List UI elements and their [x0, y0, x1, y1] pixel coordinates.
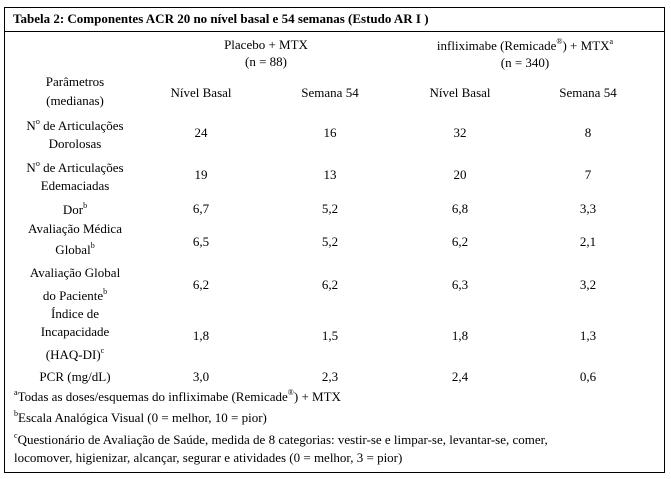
row7-val4: 0,6 — [579, 369, 597, 384]
row5-sup: b — [103, 287, 108, 296]
group-inflix-line2: (n = 340) — [500, 55, 550, 70]
row1-n: N — [26, 118, 36, 133]
footnote-a-post: ) + MTX — [293, 389, 341, 404]
row2-val4: 7 — [584, 167, 592, 182]
row3-val4: 3,3 — [579, 201, 597, 216]
row1-label-line2: Dorolosas — [48, 136, 102, 151]
row1-val3: 32 — [453, 125, 467, 140]
row7-label-line1: PCR (mg/dL) — [39, 369, 111, 384]
row2-sup: o — [35, 159, 40, 168]
row4-val2: 5,2 — [321, 234, 339, 249]
row3-text: Dor — [62, 202, 84, 217]
row7-val3: 2,4 — [451, 369, 469, 384]
row3-label-line1 — [63, 202, 87, 218]
row6-label-line1: Índice de — [50, 306, 100, 321]
footnote-ref-a: a — [609, 37, 614, 46]
footnote-b — [14, 410, 267, 426]
group-inflix-line1 — [437, 38, 613, 54]
footnote-c-text1: Questionário de Avaliação de Saúde, medida de 8 categorias: vestir-se e limpar-se, levantar-se, comer, — [17, 432, 548, 447]
param-header-line2: (medianas) — [46, 93, 104, 108]
row3-val1: 6,7 — [192, 201, 210, 216]
row7-val1: 3,0 — [192, 369, 210, 384]
table-frame — [4, 7, 665, 473]
row4-val1: 6,5 — [192, 234, 210, 249]
row4-val3: 6,2 — [451, 234, 469, 249]
group-placebo-line1: Placebo + MTX — [224, 37, 308, 52]
group-placebo-line2: (n = 88) — [245, 54, 287, 69]
row2-label-line2: Edemaciadas — [40, 178, 110, 193]
row1-sup: o — [35, 117, 40, 126]
row1-val1: 24 — [194, 125, 208, 140]
group-inflix-pre: infliximabe (Remicade — [436, 38, 557, 53]
row4-val4: 2,1 — [579, 234, 597, 249]
row6-sup: c — [100, 346, 105, 355]
row1-val4: 8 — [584, 125, 592, 140]
row6-val2: 1,5 — [321, 328, 339, 343]
row2-label-line1 — [26, 160, 123, 176]
row5-label-line2 — [43, 288, 107, 304]
row2-val3: 20 — [453, 167, 467, 182]
row3-sup: b — [83, 201, 88, 210]
table-title: Tabela 2: Componentes ACR 20 no nível basal e 54 semanas (Estudo AR I ) — [13, 11, 429, 26]
footnote-c-line1 — [14, 432, 548, 448]
row4-label-line1: Avaliação Médica — [28, 221, 122, 236]
row3-val2: 5,2 — [321, 201, 339, 216]
footnote-b-text: Escala Analógica Visual (0 = melhor, 10 = pior) — [18, 410, 267, 425]
group-inflix-post: ) + MTX — [562, 38, 610, 53]
row5-val1: 6,2 — [192, 277, 210, 292]
row5-label-line1: Avaliação Global — [29, 265, 121, 280]
col-header-3: Nível Basal — [429, 85, 491, 100]
footnote-c-marker: c — [14, 431, 18, 440]
row5-val2: 6,2 — [321, 277, 339, 292]
footnote-a-marker: a — [14, 388, 18, 397]
col-header-4: Semana 54 — [559, 85, 617, 100]
param-header-line1: Parâmetros — [45, 74, 105, 89]
title-row — [5, 8, 664, 32]
row2-text: de Articulações — [39, 160, 124, 175]
row3-val3: 6,8 — [451, 201, 469, 216]
row6-val1: 1,8 — [192, 328, 210, 343]
registered-mark: ® — [556, 37, 563, 46]
footnote-a-reg: ® — [287, 388, 294, 397]
row1-text: de Articulações — [39, 118, 124, 133]
row5-text2: do Paciente — [42, 288, 104, 303]
row4-label-line2 — [55, 242, 94, 258]
footnote-b-marker: b — [14, 409, 18, 418]
row5-val3: 6,3 — [451, 277, 469, 292]
row2-val2: 13 — [323, 167, 337, 182]
col-header-2: Semana 54 — [301, 85, 359, 100]
row2-val1: 19 — [194, 167, 208, 182]
footnote-a-pre: Todas as doses/esquemas do infliximabe (Remicade — [17, 389, 288, 404]
row2-n: N — [26, 160, 36, 175]
row1-val2: 16 — [323, 125, 337, 140]
row1-label-line1 — [26, 118, 123, 134]
footnote-a — [14, 389, 341, 405]
row7-val2: 2,3 — [321, 369, 339, 384]
row4-text2: Global — [55, 242, 91, 257]
row4-sup: b — [90, 241, 95, 250]
row6-val4: 1,3 — [579, 328, 597, 343]
row6-label-line2: Incapacidade — [40, 324, 110, 339]
row6-text3: (HAQ-DI) — [45, 347, 101, 362]
row6-val3: 1,8 — [451, 328, 469, 343]
row6-label-line3 — [46, 347, 104, 363]
col-header-1: Nível Basal — [170, 85, 232, 100]
row5-val4: 3,2 — [579, 277, 597, 292]
footnote-c-line2: locomover, higienizar, alcançar, segurar e atividades (0 = melhor, 3 = pior) — [14, 450, 403, 465]
